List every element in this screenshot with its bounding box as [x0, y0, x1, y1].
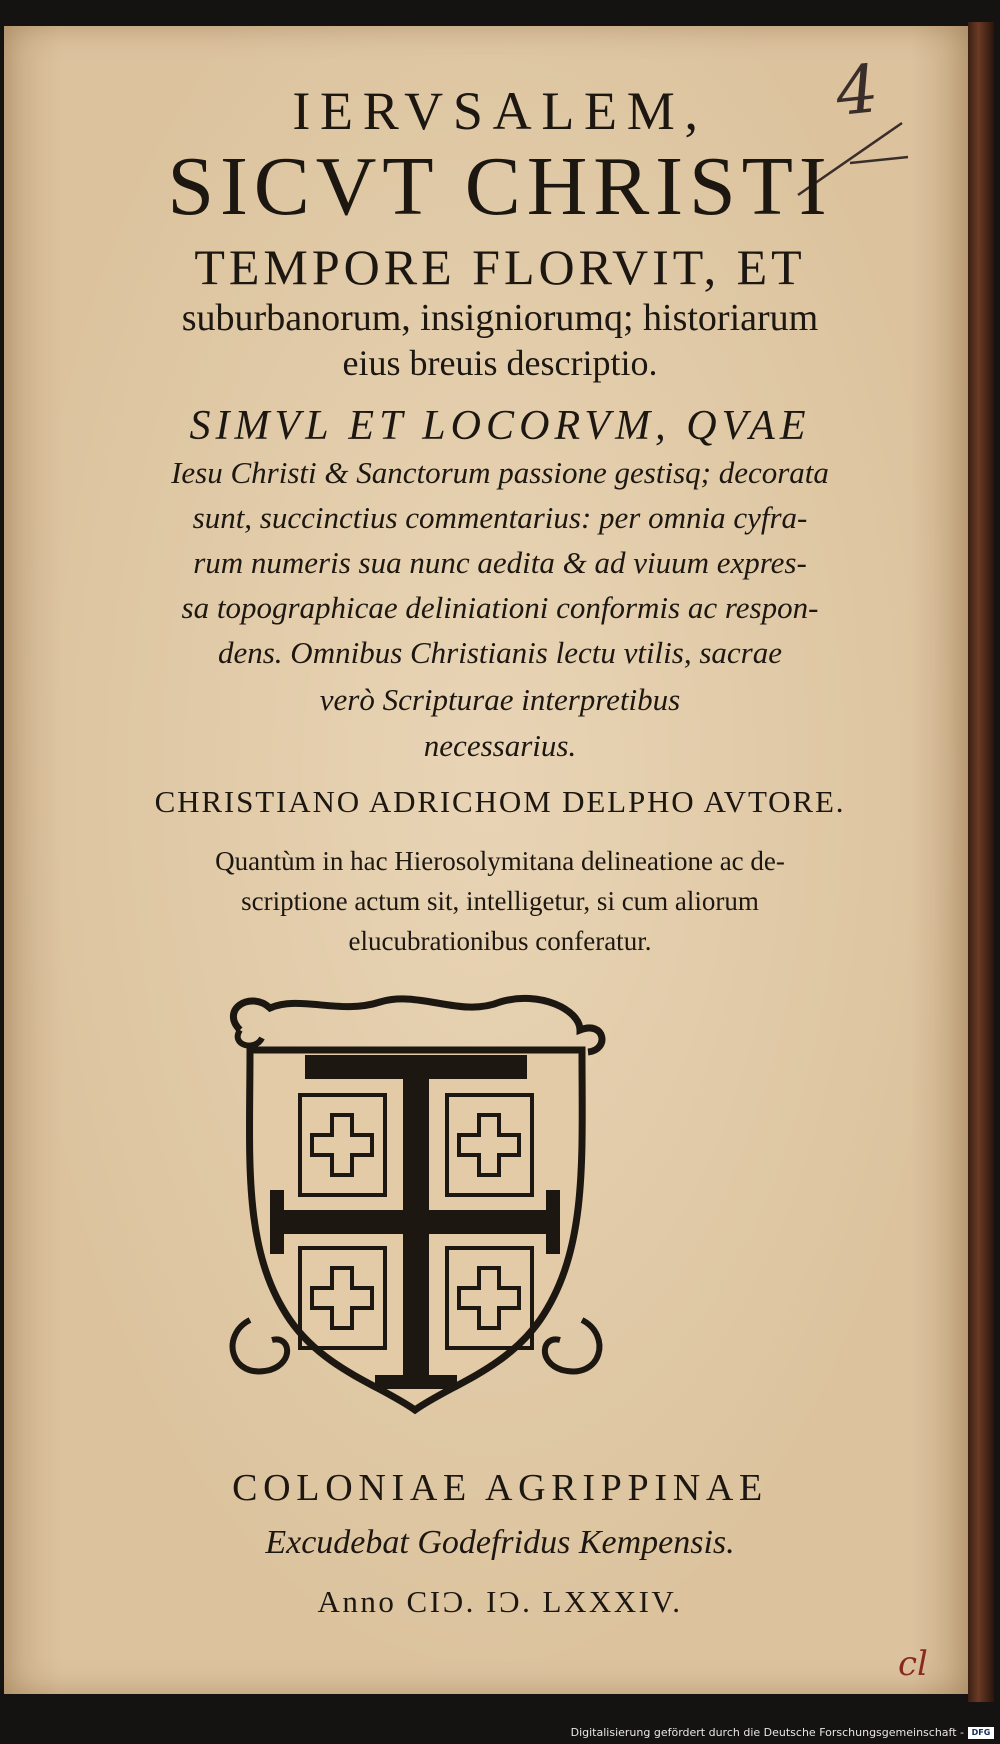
subtitle-line-7: verò Scripturae interpretibus [319, 682, 681, 717]
subtitle-line-6: dens. Omnibus Christianis lectu vtilis, sacrae [217, 635, 782, 670]
dfg-logo-icon: DFG [968, 1727, 994, 1739]
title-line-2: SICVT CHRISTI [167, 140, 833, 233]
subtitle-line-5: sa topographicae deliniationi conformis ac respon- [181, 590, 819, 625]
handwritten-page-number: 4 [832, 50, 882, 131]
subtitle-line-3: sunt, succinctius commentarius: per omnia cyfra- [192, 500, 808, 535]
note-line-3: elucubrationibus conferatur. [348, 926, 652, 956]
note-line-1: Quantùm in hac Hierosolymitana delineatione ac de- [215, 846, 785, 876]
subtitle-line-1: SIMVL ET LOCORVM, QVAE [189, 403, 811, 449]
imprint-line-1: COLONIAE AGRIPPINAE [232, 1467, 768, 1509]
imprint-line-2: Excudebat Godefridus Kempensis. [265, 1524, 735, 1561]
title-line-1: IERVSALEM, [292, 81, 708, 141]
title-line-4: suburbanorum, insigniorumq; historiarum [181, 297, 819, 339]
author-line: CHRISTIANO ADRICHOM DELPHO AVTORE. [154, 784, 846, 819]
subtitle-line-2: Iesu Christi & Sanctorum passione gestisq; decorata [171, 455, 829, 490]
note-line-2: scriptione actum sit, intelligetur, si cum aliorum [241, 886, 759, 916]
title-line-3: TEMPORE FLORVIT, ET [194, 239, 806, 295]
footer-bar [0, 1724, 1000, 1744]
subtitle-line-8: necessarius. [423, 728, 577, 763]
subtitle-line-4: rum numeris sua nunc aedita & ad viuum expres- [193, 545, 807, 580]
footer-credit-text: Digitalisierung gefördert durch die Deutsche Forschungsgemeinschaft - [570, 1726, 964, 1739]
corner-handwritten-mark: cl [898, 1644, 928, 1684]
title-line-5: eius breuis descriptio. [342, 343, 658, 383]
imprint-line-3: Anno CIƆ. IƆ. LXXXIV. [317, 1584, 683, 1619]
jerusalem-cross-shield-woodcut [210, 990, 620, 1420]
